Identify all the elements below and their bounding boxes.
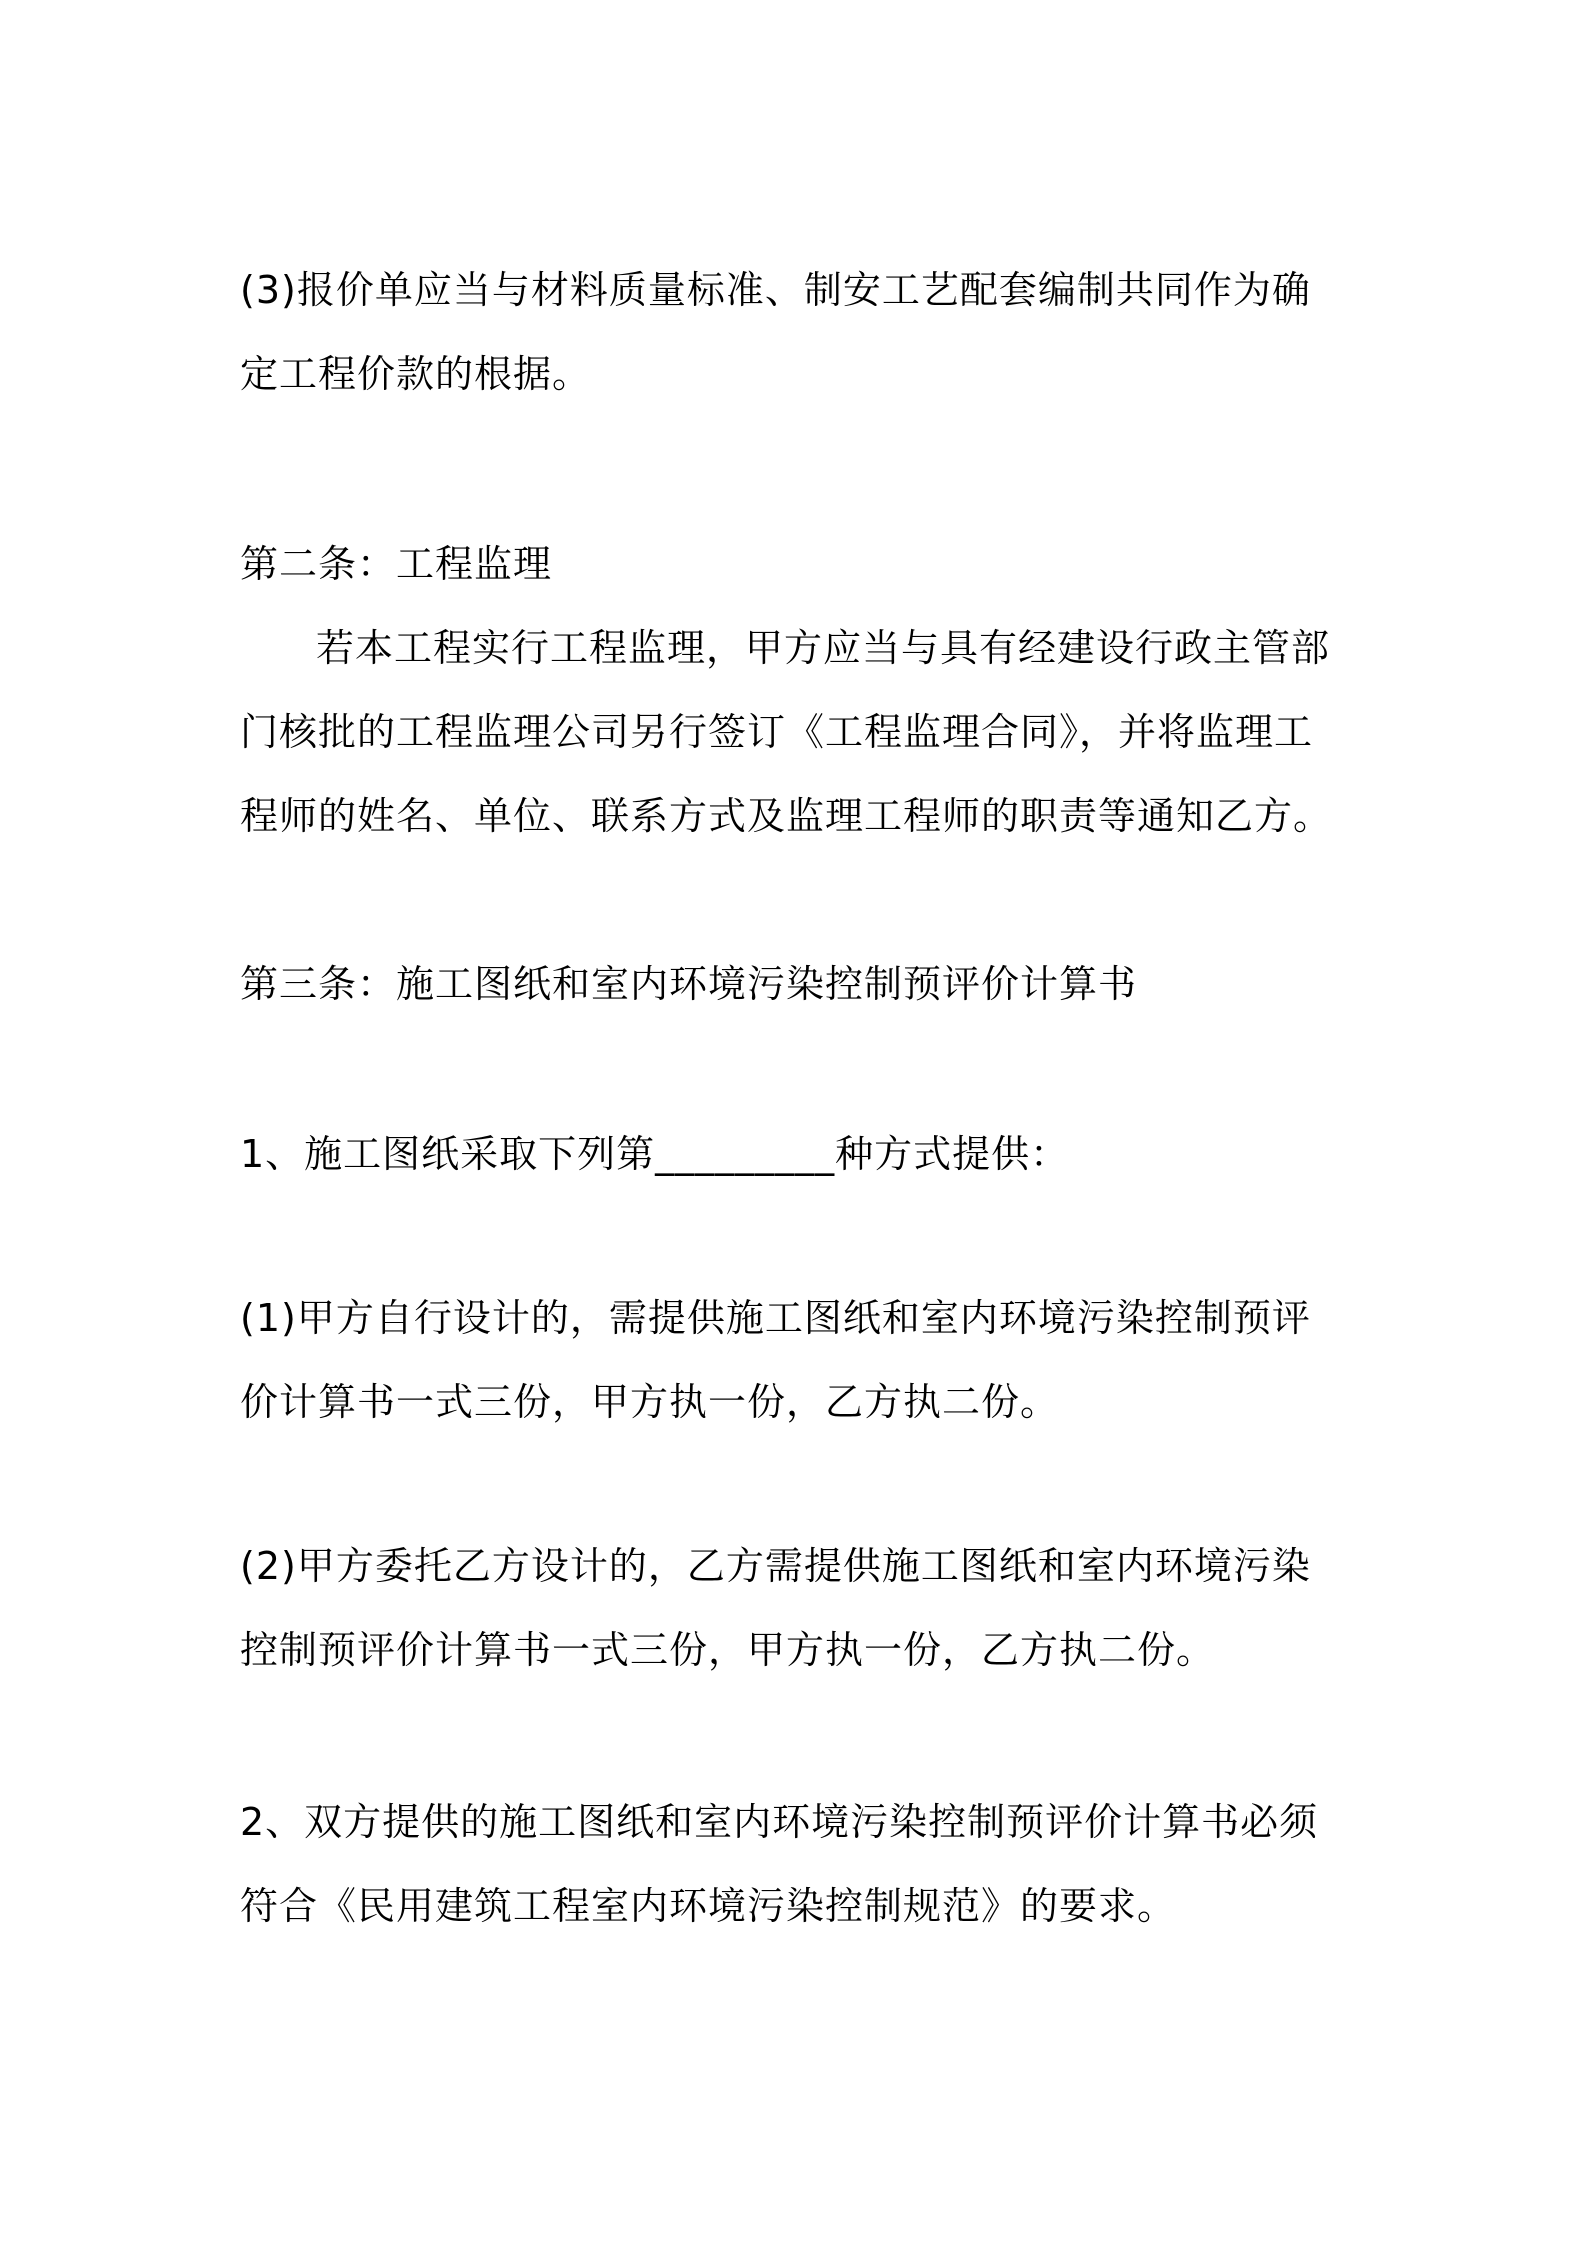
clause-2 xyxy=(240,1780,1360,1948)
article-3-heading: 第三条：施工图纸和室内环境污染控制预评价计算书 xyxy=(240,962,1138,1006)
clause-1-option-2 xyxy=(240,1524,1360,1692)
clause-1-option-1 xyxy=(240,1276,1360,1444)
text-line: 控制预评价计算书一式三份，甲方执一份，乙方执二份。 xyxy=(240,1628,1216,1672)
text-line: 定工程价款的根据。 xyxy=(240,352,592,396)
text-line: 符合《民用建筑工程室内环境污染控制规范》的要求。 xyxy=(240,1884,1177,1928)
article-2-heading: 第二条：工程监理 xyxy=(240,542,553,586)
text-line: 门核批的工程监理公司另行签订《工程监理合同》，并将监理工 xyxy=(240,710,1314,754)
clause-1: 1、施工图纸采取下列第_________种方式提供： xyxy=(240,1132,1070,1176)
text-line: (3)报价单应当与材料质量标准、制安工艺配套编制共同作为确 xyxy=(240,268,1311,312)
text-line: 2、双方提供的施工图纸和室内环境污染控制预评价计算书必须 xyxy=(240,1800,1319,1844)
text-line: 若本工程实行工程监理，甲方应当与具有经建设行政主管部 xyxy=(316,626,1331,670)
text-line: 程师的姓名、单位、联系方式及监理工程师的职责等通知乙方。 xyxy=(240,794,1333,838)
paragraph-item-3 xyxy=(240,248,1360,416)
text-line: 价计算书一式三份，甲方执一份，乙方执二份。 xyxy=(240,1380,1060,1424)
text-line: (1)甲方自行设计的，需提供施工图纸和室内环境污染控制预评 xyxy=(240,1296,1311,1340)
article-2-body xyxy=(240,606,1360,858)
text-line: (2)甲方委托乙方设计的，乙方需提供施工图纸和室内环境污染 xyxy=(240,1544,1311,1588)
